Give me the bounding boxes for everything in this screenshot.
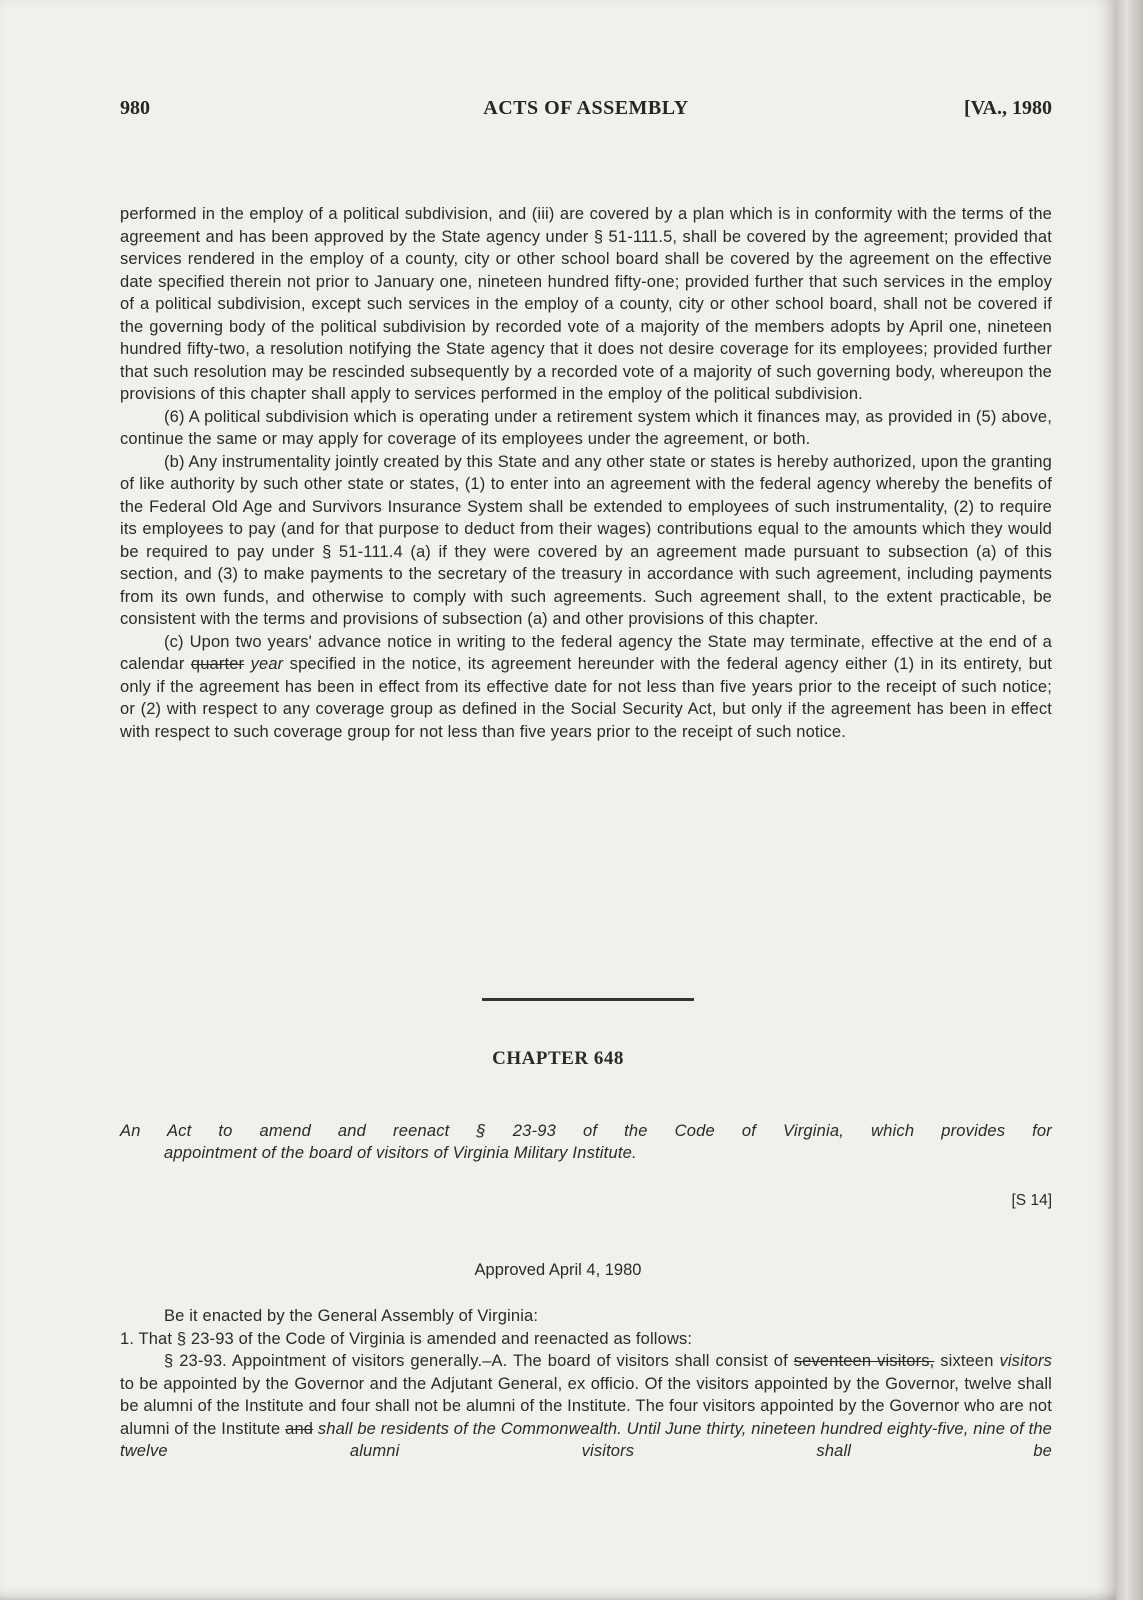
enactment-text [120,1305,1052,1463]
inserted-text: year [250,655,284,673]
text-run: to be appointed by the Governor and the Adjutant General, ex officio. Of the visitors appointed by the Governor, twelve shall be alumni of the Institute and four shall not be alumni of the Institute. The four visitors appointed by the Governor who are not alumni of the Institute [120,1374,1052,1438]
text-run: specified in the notice, its agreement hereunder with the federal agency either (1) in its entirety, but only if the agreement has been in effect from its effective date for not less than five years prior to the receipt of such notice; or (2) with respect to any coverage group as defined in the Social Security Act, but only if the agreement has been in effect with respect to such coverage group for not less than five years prior to the receipt of such notice. [120,655,1053,741]
page-number: 980 [120,97,150,119]
paragraph: (b) Any instrumentality jointly created by this State and any other state or states is hereby authorized, upon the granting of like authority by such other state or states, (1) to enter into an agreement with the federal agency whereby the benefits of the Federal Old Age and Survivors Insurance System shall be extended to employees of such instrumentality, (2) to require its employees to pay (and for that purpose to deduct from their wages) contributions equal to the amounts which they would be required to pay under § 51-111.4 (a) if they were covered by an agreement made pursuant to subsection (a) of this section, and (3) to make payments to the secretary of the treasury in accordance with such agreement, including payments from its own funds, and otherwise to comply with such agreements. Such agreement shall, to the extent practicable, be consistent with the terms and provisions of subsection (a) and other provisions of this chapter. [120,452,1052,628]
enacting-clause: Be it enacted by the General Assembly of Virginia: [164,1307,539,1325]
section-divider [482,998,694,1001]
section-text [120,1350,1052,1463]
struck-text: seventeen visitors, [793,1352,935,1370]
bill-number: [S 14] [1011,1192,1052,1209]
paragraph: (6) A political subdivision which is operating under a retirement system which it finances may, as provided in (5) above, continue the same or may apply for coverage of its employees under the agreement, or both. [120,407,1052,448]
act-title-line: An Act to amend and reenact § 23-93 of the Code of Virginia, which provides for [120,1122,1052,1140]
struck-text: and [285,1419,314,1438]
running-title: ACTS OF ASSEMBLY [483,97,689,119]
paragraph [120,631,1052,744]
paragraph: performed in the employ of a political subdivision, and (iii) are covered by a plan which is in conformity with the terms of the agreement and has been approved by the State agency under § 51-111.5, shall be covered by the agreement; provided that services rendered in the employ of a county, city or other school board shall be covered by the agreement on the effective date specified therein not prior to January one, nineteen hundred fifty-one; provided further that such services in the employ of a political subdivision, except such services in the employ of a county, city or other school board, shall not be covered if the governing body of the political subdivision by recorded vote of a majority of the members adopts by April one, nineteen hundred fifty-two, a resolution notifying the State agency that it does not desire coverage for its employees; provided further that such resolution may be rescinded subsequently by a recorded vote of a majority of such governing body, whereupon the provisions of this chapter shall apply to services performed in the employ of the political subdivision. [120,205,1052,403]
approval-date: Approved April 4, 1980 [474,1261,642,1279]
enactment-item: 1. That § 23-93 of the Code of Virginia is amended and reenacted as follows: [120,1329,693,1348]
page-header [120,97,1052,121]
inserted-text: visitors [999,1352,1053,1370]
text-run: § 23-93. Appointment of visitors generally.–A. The board of visitors shall consist of [164,1352,794,1370]
volume-year: [VA., 1980 [964,97,1052,119]
act-title-line: appointment of the board of visitors of Virginia Military Institute. [164,1144,637,1162]
chapter-heading: CHAPTER 648 [492,1048,624,1069]
text-run: sixteen [934,1352,1000,1370]
body-text [120,203,1052,743]
book-edge [1116,0,1143,1600]
text-run: (c) Upon two years' advance notice in writing to the federal agency the State may terminate, effective at the end of a calendar [120,632,1052,673]
inserted-text: shall be residents of the Commonwealth. Until June thirty, nineteen hundred eighty-five, nine of the twelve alumni visitors shall be [120,1419,1052,1460]
struck-text: quarter [190,655,245,673]
